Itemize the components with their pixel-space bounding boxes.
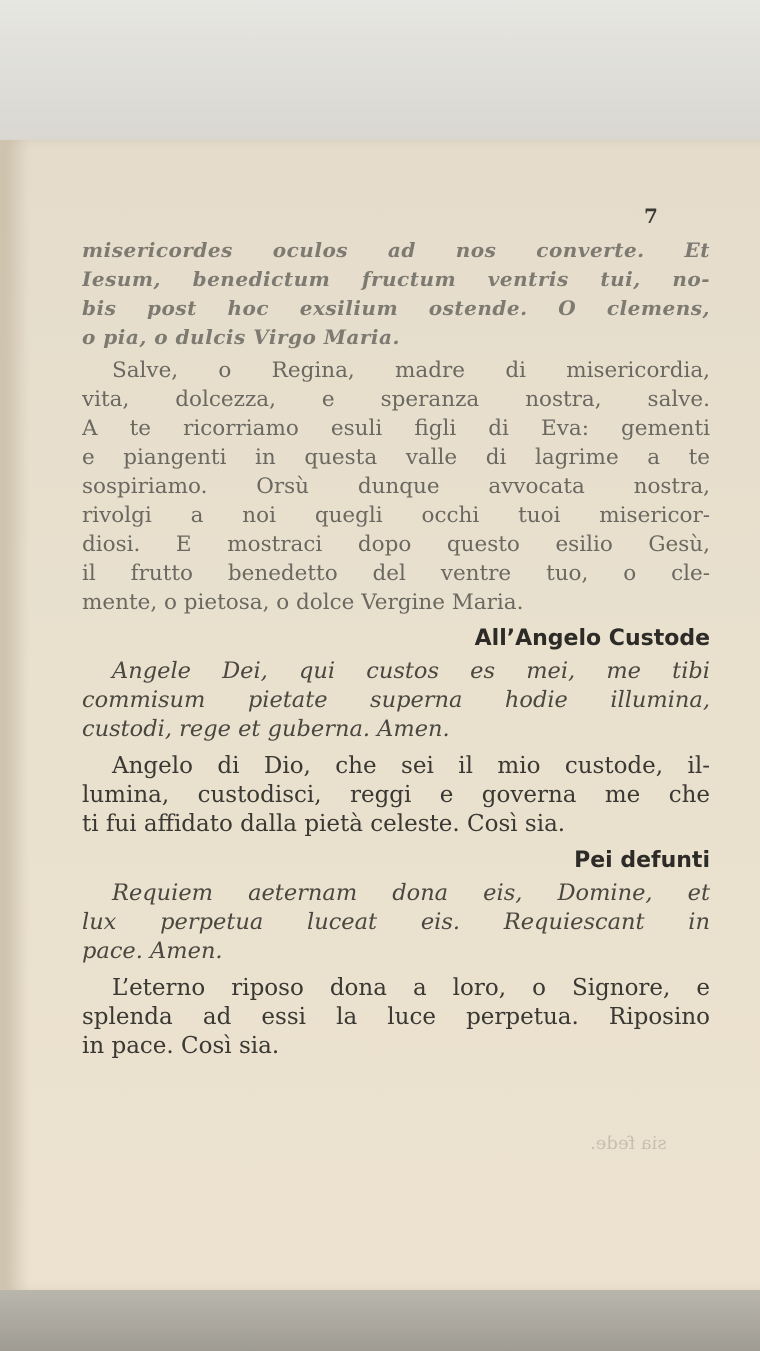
text-line: Iesum, benedictum fructum ventris tui, no- <box>82 267 710 291</box>
text-line: Requiem aeternam dona eis, Domine, et <box>112 880 710 906</box>
text-line: lumina, custodisci, reggi e governa me che <box>82 782 710 808</box>
background-surface <box>0 0 760 150</box>
page-text <box>82 236 710 1061</box>
text-line: o pia, o dulcis Virgo Maria. <box>82 325 400 349</box>
text-line: rivolgi a noi quegli occhi tuoi misericor- <box>82 503 710 528</box>
bleed-through-text: sia fede. <box>590 1133 667 1154</box>
italian-eterno-riposo <box>82 974 710 1061</box>
text-line: Salve, o Regina, madre di misericordia, <box>112 358 710 383</box>
table-surface <box>0 1290 760 1351</box>
latin-salve-regina-end <box>82 236 710 352</box>
text-line: L’eterno riposo dona a loro, o Signore, e <box>112 975 710 1001</box>
text-line: commisum pietate superna hodie illumina, <box>82 687 710 713</box>
text-line: A te ricorriamo esuli figli di Eva: gementi <box>82 416 710 441</box>
text-line: mente, o pietosa, o dolce Vergine Maria. <box>82 590 524 615</box>
text-line: lux perpetua luceat eis. Requiescant in <box>82 909 710 935</box>
section-heading-angelo-custode: All’Angelo Custode <box>474 626 710 651</box>
text-line: Angele Dei, qui custos es mei, me tibi <box>112 658 710 684</box>
section-heading-pei-defunti: Pei defunti <box>574 848 710 873</box>
text-line: Angelo di Dio, che sei il mio custode, il- <box>112 753 710 779</box>
text-line: custodi, rege et guberna. Amen. <box>82 716 450 742</box>
text-line: misericordes oculos ad nos converte. Et <box>82 238 710 262</box>
italian-salve-regina <box>82 356 710 617</box>
text-line: in pace. Così sia. <box>82 1033 280 1059</box>
text-line: e piangenti in questa valle di lagrime a te <box>82 445 710 470</box>
text-line: bis post hoc exsilium ostende. O clemens, <box>82 296 710 320</box>
text-line: sospiriamo. Orsù dunque avvocata nostra, <box>82 474 710 499</box>
latin-requiem-aeternam <box>82 879 710 966</box>
text-line: pace. Amen. <box>82 938 223 964</box>
italian-angelo-di-dio <box>82 752 710 839</box>
page-number: 7 <box>644 204 658 228</box>
text-line: ti fui affidato dalla pietà celeste. Così sia. <box>82 811 566 837</box>
text-line: splenda ad essi la luce perpetua. Riposino <box>82 1004 710 1030</box>
latin-angele-dei <box>82 657 710 744</box>
text-line: il frutto benedetto del ventre tuo, o cle- <box>82 561 710 586</box>
text-line: vita, dolcezza, e speranza nostra, salve. <box>82 387 710 412</box>
text-line: diosi. E mostraci dopo questo esilio Gesù, <box>82 532 710 557</box>
book-page <box>0 140 760 1290</box>
